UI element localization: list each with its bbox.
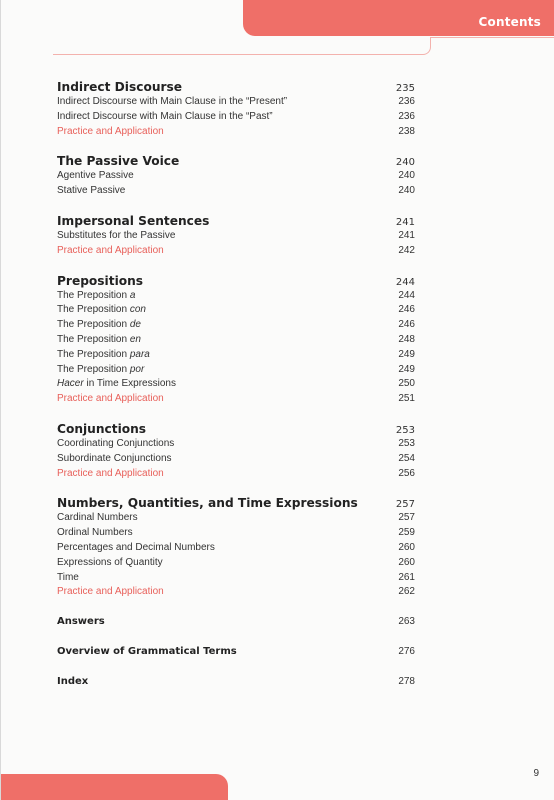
page-number: 9 xyxy=(533,768,539,779)
entry-title-text: The Preposition xyxy=(57,333,130,345)
entry-page-number: 241 xyxy=(398,229,415,241)
entry-title-italic: para xyxy=(129,348,150,360)
back-matter-title: Answers xyxy=(57,616,105,628)
header-tab xyxy=(243,0,554,36)
entry-title-text: Cardinal Numbers xyxy=(57,512,138,524)
entry-page-number: 260 xyxy=(398,541,415,553)
toc-entry xyxy=(57,511,415,526)
entry-title-text: The Preposition xyxy=(57,289,130,301)
entry-page-number: 249 xyxy=(398,348,415,360)
entry-title xyxy=(57,95,287,110)
section-page-number: 257 xyxy=(395,499,415,511)
toc-section xyxy=(57,153,415,199)
entry-title-text: Coordinating Conjunctions xyxy=(57,437,175,449)
section-page-number: 235 xyxy=(395,83,415,94)
entry-page-number: 238 xyxy=(398,125,415,137)
toc-entry xyxy=(57,303,415,318)
section-page-number: 241 xyxy=(395,216,415,228)
toc-entry xyxy=(57,541,415,556)
section-title: Prepositions xyxy=(57,273,144,288)
toc-entry xyxy=(57,377,415,392)
entry-title-text: The Preposition xyxy=(57,319,130,331)
entry-page-number: 250 xyxy=(398,378,415,390)
practice-entry xyxy=(57,585,415,600)
entry-title xyxy=(57,229,175,244)
entry-page-number: 262 xyxy=(398,586,415,598)
entry-title-text: The Preposition xyxy=(57,304,130,316)
entry-title-text: Agentive Passive xyxy=(57,170,134,182)
entry-page-number: 257 xyxy=(398,512,415,524)
entry-title xyxy=(57,467,164,482)
entry-title xyxy=(57,571,79,586)
header-rule-line xyxy=(431,37,554,38)
entry-title xyxy=(57,125,164,140)
entry-page-number: 240 xyxy=(398,185,415,197)
header-tab-title: Contents xyxy=(478,15,541,29)
entry-page-number: 236 xyxy=(398,96,415,107)
entry-title-text: Ordinal Numbers xyxy=(57,527,133,539)
entry-page-number: 236 xyxy=(398,110,415,122)
entry-page-number: 240 xyxy=(398,170,415,182)
entry-title-text: Percentages and Decimal Numbers xyxy=(57,541,215,553)
entry-title-text: The Preposition xyxy=(57,348,130,360)
toc-entry xyxy=(57,184,415,199)
practice-entry xyxy=(57,467,415,482)
entry-page-number: 261 xyxy=(398,571,415,583)
toc-entry xyxy=(57,437,415,452)
entry-title-italic: de xyxy=(129,319,141,331)
back-matter xyxy=(57,614,415,689)
section-title: Conjunctions xyxy=(57,421,147,436)
back-matter-page-number: 278 xyxy=(398,676,415,688)
entry-title xyxy=(57,511,138,526)
entry-title xyxy=(57,333,141,348)
back-matter-entry xyxy=(57,674,415,689)
toc-section xyxy=(57,421,415,481)
entry-page-number: 260 xyxy=(398,556,415,568)
entry-title-text: The Preposition xyxy=(57,363,130,375)
entry-title-text: Practice and Application xyxy=(57,467,164,479)
entry-title-text: Stative Passive xyxy=(57,185,126,197)
entry-title xyxy=(57,363,144,378)
back-matter-entry xyxy=(57,614,415,629)
toc-entry xyxy=(57,452,415,467)
entry-title-text: Indirect Discourse with Main Clause in the “Present” xyxy=(57,96,288,107)
entry-title-text: Practice and Application xyxy=(57,125,164,137)
toc-entry xyxy=(57,229,415,244)
entry-title xyxy=(57,348,150,363)
entry-page-number: 248 xyxy=(398,333,415,345)
entry-title xyxy=(57,303,146,318)
toc-entry xyxy=(57,363,415,378)
toc-section xyxy=(57,273,415,407)
section-heading xyxy=(57,495,415,511)
entry-page-number: 256 xyxy=(398,467,415,479)
toc-entry xyxy=(57,526,415,541)
entry-title xyxy=(57,244,164,259)
section-title: Numbers, Quantities, and Time Expressions xyxy=(57,496,358,511)
entry-page-number: 259 xyxy=(398,527,415,539)
entry-title xyxy=(57,184,125,199)
entry-page-number: 254 xyxy=(398,452,415,464)
toc-entry xyxy=(57,110,415,125)
toc-entry xyxy=(57,348,415,363)
entry-title xyxy=(57,289,135,304)
toc-entry xyxy=(57,318,415,333)
section-heading xyxy=(57,213,415,229)
entry-title xyxy=(57,585,164,600)
entry-title xyxy=(57,377,176,392)
entry-title-text: Practice and Application xyxy=(57,586,164,598)
entry-page-number: 251 xyxy=(398,393,415,405)
entry-title-italic: con xyxy=(129,304,146,316)
entry-title-text: Practice and Application xyxy=(57,393,164,405)
toc-section xyxy=(57,495,415,600)
section-heading xyxy=(57,153,415,169)
toc-entry xyxy=(57,333,415,348)
section-page-number: 244 xyxy=(395,276,415,288)
entry-title xyxy=(57,526,133,541)
section-page-number: 240 xyxy=(395,157,415,169)
toc-entry xyxy=(57,95,415,110)
entry-title-text: Substitutes for the Passive xyxy=(57,229,176,241)
entry-title xyxy=(57,452,172,467)
entry-page-number: 242 xyxy=(398,244,415,256)
table-of-contents xyxy=(57,79,415,704)
practice-entry xyxy=(57,125,415,140)
entry-title-italic: a xyxy=(129,289,136,301)
entry-title-italic: en xyxy=(129,333,141,345)
back-matter-entry xyxy=(57,644,415,659)
practice-entry xyxy=(57,244,415,259)
toc-section xyxy=(57,213,415,259)
back-matter-title: Index xyxy=(57,676,89,688)
entry-title xyxy=(57,541,215,556)
practice-entry xyxy=(57,392,415,407)
entry-title-text: Indirect Discourse with Main Clause in the “Past” xyxy=(57,110,273,122)
entry-title-italic: Hacer xyxy=(57,378,84,390)
entry-title xyxy=(57,437,174,452)
back-matter-title: Overview of Grammatical Terms xyxy=(57,646,237,658)
header-rule xyxy=(53,37,431,55)
entry-title-text: Time xyxy=(57,571,79,583)
entry-title-text: Practice and Application xyxy=(57,244,164,256)
entry-title xyxy=(57,318,141,333)
section-page-number: 253 xyxy=(395,424,415,436)
entry-title-text: Subordinate Conjunctions xyxy=(57,452,172,464)
back-matter-page-number: 263 xyxy=(398,616,415,628)
entry-title-text: Expressions of Quantity xyxy=(57,556,163,568)
section-heading xyxy=(57,421,415,437)
entry-title xyxy=(57,110,273,125)
toc-entry xyxy=(57,289,415,304)
footer-bar xyxy=(1,774,228,800)
entry-page-number: 244 xyxy=(398,289,415,301)
section-title: Indirect Discourse xyxy=(57,80,183,94)
section-title: Impersonal Sentences xyxy=(57,213,210,228)
entry-page-number: 246 xyxy=(398,304,415,316)
toc-entry xyxy=(57,169,415,184)
toc-section xyxy=(57,79,415,139)
back-matter-page-number: 276 xyxy=(398,646,415,658)
section-heading xyxy=(57,273,415,289)
entry-title xyxy=(57,556,163,571)
section-title: The Passive Voice xyxy=(57,154,180,169)
entry-title-italic: por xyxy=(129,363,145,375)
entry-title xyxy=(57,392,164,407)
toc-entry xyxy=(57,571,415,586)
entry-page-number: 253 xyxy=(398,437,415,449)
entry-title xyxy=(57,169,134,184)
toc-entry xyxy=(57,556,415,571)
entry-page-number: 246 xyxy=(398,319,415,331)
entry-page-number: 249 xyxy=(398,363,415,375)
section-heading xyxy=(57,79,415,95)
entry-title-text: in Time Expressions xyxy=(83,378,176,390)
